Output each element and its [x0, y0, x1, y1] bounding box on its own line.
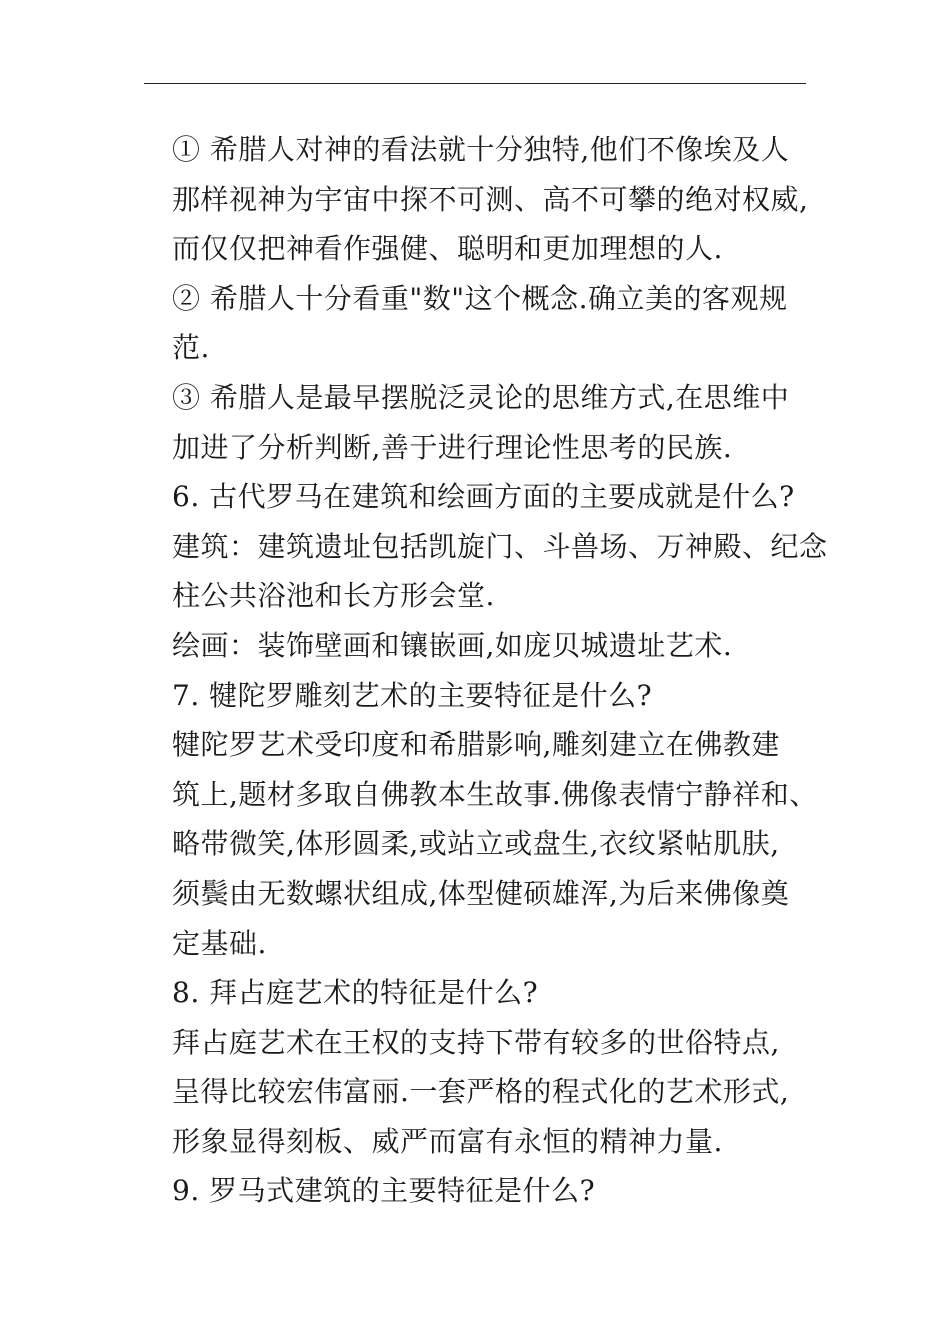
text-line: 须鬓由无数螺状组成,体型健硕雄浑,为后来佛像奠: [172, 876, 790, 910]
text-line: 筑上,题材多取自佛教本生故事.佛像表情宁静祥和、: [172, 777, 818, 811]
text-line: ② 希腊人十分看重"数"这个概念.确立美的客观规: [172, 281, 788, 315]
question-heading: 7. 犍陀罗雕刻艺术的主要特征是什么?: [172, 678, 653, 712]
text-line: ① 希腊人对神的看法就十分独特,他们不像埃及人: [172, 133, 790, 166]
text-line: 呈得比较宏伟富丽.一套严格的程式化的艺术形式,: [172, 1075, 790, 1109]
text-line: 加进了分析判断,善于进行理论性思考的民族.: [172, 430, 733, 464]
text-line: 那样视神为宇宙中探不可测、高不可攀的绝对权威,: [172, 182, 809, 216]
text-line: 形象显得刻板、威严而富有永恒的精神力量.: [172, 1124, 723, 1158]
question-heading: 9. 罗马式建筑的主要特征是什么?: [172, 1174, 596, 1208]
question-heading: 8. 拜占庭艺术的特征是什么?: [172, 976, 539, 1010]
text-line: 定基础.: [172, 926, 267, 960]
text-line: 建筑：建筑遗址包括凯旋门、斗兽场、万神殿、纪念: [172, 529, 828, 563]
text-line: 拜占庭艺术在王权的支持下带有较多的世俗特点,: [172, 1025, 780, 1059]
text-line: 而仅仅把神看作强健、聪明和更加理想的人.: [172, 232, 723, 266]
text-line: 柱公共浴池和长方形会堂.: [172, 579, 495, 613]
question-heading: 6. 古代罗马在建筑和绘画方面的主要成就是什么?: [172, 480, 795, 514]
text-line: 略带微笑,体形圆柔,或站立或盘生,衣纹紧帖肌肤,: [172, 827, 780, 861]
header-divider: [144, 83, 806, 84]
text-line: ③ 希腊人是最早摆脱泛灵论的思维方式,在思维中: [172, 380, 790, 414]
text-line: 绘画：装饰壁画和镶嵌画,如庞贝城遗址艺术.: [172, 628, 733, 662]
text-line: 犍陀罗艺术受印度和希腊影响,雕刻建立在佛教建: [172, 728, 780, 762]
text-line: 范.: [172, 331, 210, 365]
document-body: [172, 125, 832, 1216]
